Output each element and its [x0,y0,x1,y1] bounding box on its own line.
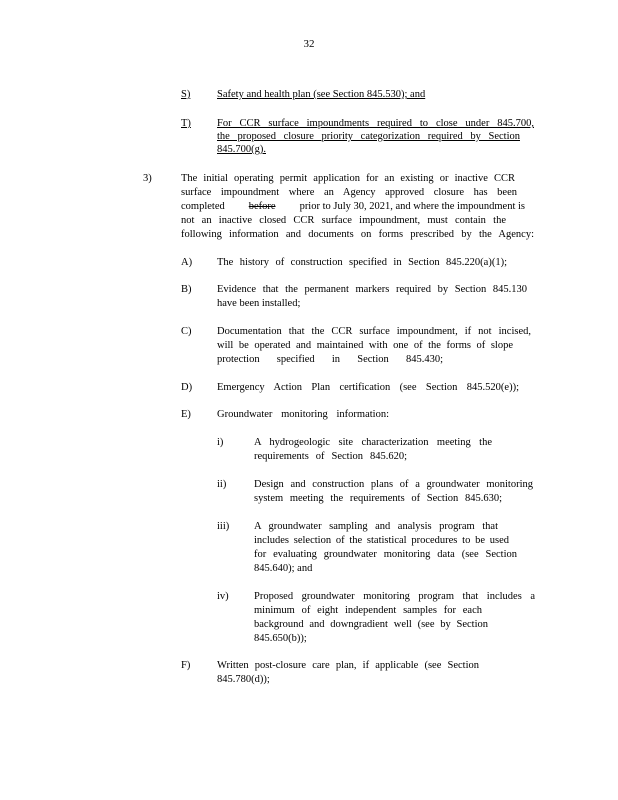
item-e-ii-line1: Design and construction plans of a groundwater monitoring [254,479,533,490]
item-3-line1: The initial operating permit application for an existing or inactive CCR [181,173,515,184]
item-t-label: T) [181,118,191,129]
item-e-iii-line1: A groundwater sampling and analysis program that [254,521,498,532]
item-e-ii-label: ii) [217,479,227,490]
item-f-line1: Written post-closure care plan, if applicable (see Section [217,660,479,671]
item-3-line3-c: prior to July 30, 2021, and where the impoundment is [299,201,525,212]
item-f-label: F) [181,660,191,671]
item-d-text: Emergency Action Plan certification (see Section 845.520(e)); [217,382,519,393]
item-e-i-line1: A hydrogeologic site characterization meeting the [254,437,492,448]
item-e-label: E) [181,409,191,420]
item-t-line3: 845.700(g). [217,144,266,155]
item-3-line5: following information and documents on forms prescribed by the Agency: [181,229,534,240]
item-c-line3: protection specified in Section 845.430; [217,354,443,365]
item-s-label: S) [181,89,191,100]
item-a-label: A) [181,257,193,268]
item-c-label: C) [181,326,192,337]
item-e-iii-line3: for evaluating groundwater monitoring data (see Section [254,549,517,560]
item-b-line2: have been installed; [217,298,301,309]
item-3-line4: not an inactive closed CCR surface impoundment, must contain the [181,215,506,226]
item-3-line3 [181,200,525,214]
item-d-label: D) [181,382,193,393]
item-a-text: The history of construction specified in Section 845.220(a)(1); [217,257,507,268]
item-3-line3-a: completed [181,201,225,212]
item-3-label: 3) [143,173,152,184]
item-e-i-line2: requirements of Section 845.620; [254,451,407,462]
item-e-iii-line4: 845.640); and [254,563,313,574]
item-e-iii-line2: includes selection of the statistical procedures to be used [254,535,509,546]
item-e-iv-line1: Proposed groundwater monitoring program that includes a [254,591,535,602]
page-number: 32 [303,38,315,50]
item-e-text: Groundwater monitoring information: [217,409,389,420]
item-e-iv-label: iv) [217,591,229,602]
item-t-line1: For CCR surface impoundments required to close under 845.700, [217,118,534,129]
item-e-iv-line3: background and downgradient well (see by Section [254,619,488,630]
item-e-i-label: i) [217,437,224,448]
item-c-line2: will be operated and maintained with one of the forms of slope [217,340,513,351]
item-b-line1: Evidence that the permanent markers required by Section 845.130 [217,284,527,295]
item-e-iii-label: iii) [217,521,230,532]
item-e-iv-line2: minimum of eight independent samples for each [254,605,482,616]
item-e-iv-line4: 845.650(b)); [254,633,307,644]
item-f-line2: 845.780(d)); [217,674,270,685]
item-3-line2: surface impoundment where an Agency approved closure has been [181,187,517,198]
item-s-text: Safety and health plan (see Section 845.530); and [217,89,426,100]
item-e-ii-line2: system meeting the requirements of Section 845.630; [254,493,502,504]
item-3-line3-struck: before [248,201,276,212]
item-c-line1: Documentation that the CCR surface impoundment, if not incised, [217,326,531,337]
item-t-line2: the proposed closure priority categorization required by Section [217,131,520,142]
item-b-label: B) [181,284,192,295]
